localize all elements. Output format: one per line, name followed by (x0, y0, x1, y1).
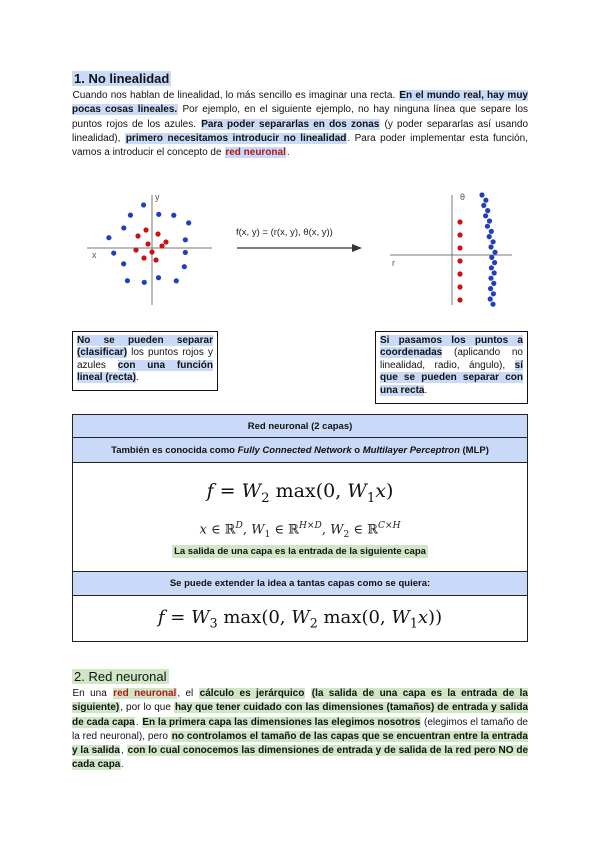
three-layer-formula: $f = W_3$ max(0, $W_2$ max(0, $W_1x$)) (157, 606, 443, 631)
blue-point (489, 255, 494, 260)
red-point (141, 255, 146, 260)
blue-point (128, 213, 133, 218)
blue-point (488, 286, 493, 291)
extend-text: Se puede extender la idea a tantas capas como se quiera: (73, 572, 528, 596)
r-axis-label: r (392, 258, 395, 268)
blue-point (479, 192, 484, 197)
table-title: Red neuronal (2 capas) (73, 415, 528, 438)
two-layer-formula-cell (73, 463, 528, 572)
blue-point (182, 264, 187, 269)
note-not-separable: No se pueden separar (clasificar) los puntos rojos y azules con una función lineal (recta). (72, 331, 218, 391)
red-point (143, 227, 148, 232)
blue-point (156, 275, 161, 280)
section-2-title: 2. Red neuronal (74, 669, 167, 684)
blue-point (492, 270, 497, 275)
blue-point (125, 278, 130, 283)
blue-point (491, 281, 496, 286)
blue-point (488, 244, 493, 249)
blue-point (111, 250, 116, 255)
red-point (457, 219, 462, 224)
blue-point (488, 276, 493, 281)
transform-arrow (236, 227, 362, 252)
blue-point (485, 224, 490, 229)
red-point (457, 271, 462, 276)
red-point (155, 231, 160, 236)
blue-point (487, 234, 492, 239)
blue-point (489, 265, 494, 270)
red-point (153, 257, 158, 262)
theta-axis-label: θ (460, 192, 466, 202)
red-point (163, 239, 168, 244)
blue-point (142, 280, 147, 285)
blue-point (156, 212, 161, 217)
cartesian-plot (87, 192, 212, 305)
blue-point (487, 218, 492, 223)
blue-point (491, 239, 496, 244)
blue-point (183, 250, 188, 255)
blue-point (183, 237, 188, 242)
blue-point (171, 213, 176, 218)
transform-function-label: f(x, y) = (r(x, y), θ(x, y)) (236, 227, 333, 238)
blue-point (121, 261, 126, 266)
red-point (145, 241, 150, 246)
dimension-formula: x ∈ ℝ$^D$, $W_1$ ∈ ℝ$^{H\times D}$, $W_2$ ∈ ℝ$^{C\times H}$ (199, 521, 401, 541)
blue-point (483, 198, 488, 203)
red-point (457, 258, 462, 263)
blue-point (186, 220, 191, 225)
table-aka: También es conocida como Fully Connected Network o Multilayer Perceptron (MLP) (73, 438, 528, 463)
red-point (159, 243, 164, 248)
neural-network-table (72, 414, 528, 642)
two-layer-formula: $f = W_2$ max(0, $W_1x$) (206, 479, 394, 506)
y-axis-label: y (155, 192, 160, 202)
three-layer-formula-cell (73, 596, 528, 642)
red-point (133, 247, 138, 252)
section-1-title: 1. No linealidad (74, 71, 170, 86)
red-point (457, 297, 462, 302)
section-1-paragraph: Cuando nos hablan de linealidad, lo más sencillo es imaginar una recta. En el mundo real, hay muy pocas cosas lineales. Por ejemplo, en el siguiente ejemplo, no hay ninguna línea que separe los puntos rojos de los azules. Para poder separarlas en dos zonas (y poder separarlas así usando linealidad), primero necesitamos introducir no linealidad. Para poder implementar esta función, vamos a introducir el concepto de red neuronal. (72, 90, 529, 159)
blue-point (488, 296, 493, 301)
polar-plot (390, 192, 512, 307)
blue-point (481, 203, 486, 208)
arrow-head-icon (352, 244, 362, 252)
blue-point (483, 213, 488, 218)
x-axis-label: x (92, 250, 97, 260)
section-2-paragraph: En una red neuronal, el cálculo es jerárquico (la salida de una capa es la entrada de la siguiente), por lo que hay que tener cuidado con las dimensiones (tamaños) de entrada y salida de cada capa. En la primera capa las dimensiones las elegimos nosotros (elegimos el tamaño de la red neuronal), pero no controlamos el tamaño de las capas que se encuentran entre la entrada y la salida, con lo cual conocemos las dimensiones de entrada y de salida de la red pero NO de cada capa. (72, 688, 529, 771)
red-point (457, 232, 462, 237)
red-point (135, 233, 140, 238)
blue-point (141, 202, 146, 207)
blue-point (492, 250, 497, 255)
blue-point (106, 235, 111, 240)
red-point (457, 245, 462, 250)
blue-point (174, 278, 179, 283)
red-point (149, 249, 154, 254)
layer-caption: La salida de una capa es la entrada de la siguiente capa (174, 546, 426, 558)
blue-point (491, 291, 496, 296)
transformation-figure (72, 180, 528, 320)
blue-point (490, 302, 495, 307)
blue-point (485, 208, 490, 213)
note-separable: Si pasamos los puntos a coordenadas (aplicando no linealidad, radio, ángulo), sí que se pueden separar con una recta. (375, 331, 528, 404)
blue-point (121, 225, 126, 230)
blue-point (492, 260, 497, 265)
red-point (457, 284, 462, 289)
blue-point (489, 229, 494, 234)
